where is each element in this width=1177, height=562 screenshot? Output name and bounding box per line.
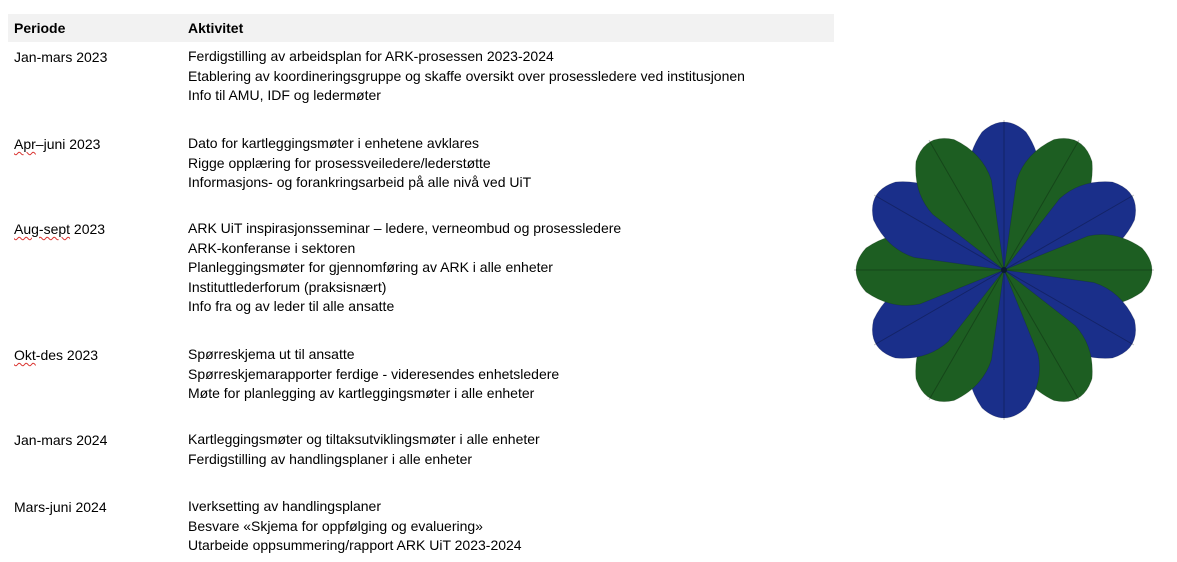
period-cell: Okt-des 2023	[14, 347, 99, 363]
activity-cell	[188, 497, 522, 556]
activity-cell	[188, 345, 559, 404]
table-header	[8, 14, 834, 42]
activity-table	[8, 14, 834, 553]
activity-item: Kartleggingsmøter og tiltaksutviklingsmøter i alle enheter	[188, 431, 540, 447]
activity-cell	[188, 219, 621, 317]
activity-item: Ferdigstilling av arbeidsplan for ARK-prosessen 2023-2024	[188, 48, 554, 64]
activity-item: Instituttlederforum (praksisnært)	[188, 278, 387, 295]
spellcheck-word: Okt	[14, 347, 36, 363]
activity-item: Informasjons- og forankringsarbeid på alle nivå ved UiT	[188, 174, 532, 190]
activity-item: Møte for planlegging av kartleggingsmøter i alle enheter	[188, 385, 535, 401]
period-cell: Mars-juni 2024	[14, 499, 107, 515]
activity-cell	[188, 134, 531, 193]
activity-item: Dato for kartleggingsmøter i enhetene avklares	[188, 135, 480, 151]
activity-item: Spørreskjemarapporter ferdige - videresendes enhetsledere	[188, 365, 560, 382]
activity-item: Ferdigstilling av handlingsplaner i alle enheter	[188, 450, 473, 467]
petal-flower-logo	[846, 114, 1162, 426]
activity-item: ARK-konferanse i sektoren	[188, 239, 356, 256]
activity-item: Utarbeide oppsummering/rapport ARK UiT 2023-2024	[188, 537, 522, 553]
period-cell: Jan-mars 2023	[14, 49, 108, 65]
activity-item: Planleggingsmøter for gjennomføring av ARK i alle enheter	[188, 259, 553, 275]
activity-cell	[188, 47, 745, 106]
period-cell: Apr–juni 2023	[14, 136, 101, 152]
activity-cell	[188, 430, 540, 469]
header-activity: Aktivitet	[188, 20, 244, 36]
activity-item: Spørreskjema ut til ansatte	[188, 346, 355, 362]
activity-item: Info fra og av leder til alle ansatte	[188, 298, 395, 314]
activity-item: Besvare «Skjema for oppfølging og evaluering»	[188, 517, 483, 534]
activity-item: Rigge opplæring for prosessveiledere/lederstøtte	[188, 154, 491, 171]
spellcheck-word: Apr	[14, 136, 36, 152]
spellcheck-word: Aug-sept	[14, 221, 71, 237]
period-cell: Jan-mars 2024	[14, 432, 108, 448]
header-period: Periode	[14, 20, 66, 36]
activity-item: Info til AMU, IDF og ledermøter	[188, 87, 381, 103]
activity-item: ARK UiT inspirasjonsseminar – ledere, verneombud og prosessledere	[188, 220, 622, 236]
activity-item: Etablering av koordineringsgruppe og skaffe oversikt over prosessledere ved institusjonen	[188, 67, 745, 84]
flower-center	[1001, 267, 1007, 273]
period-cell: Aug-sept 2023	[14, 221, 106, 237]
activity-item: Iverksetting av handlingsplaner	[188, 498, 382, 514]
